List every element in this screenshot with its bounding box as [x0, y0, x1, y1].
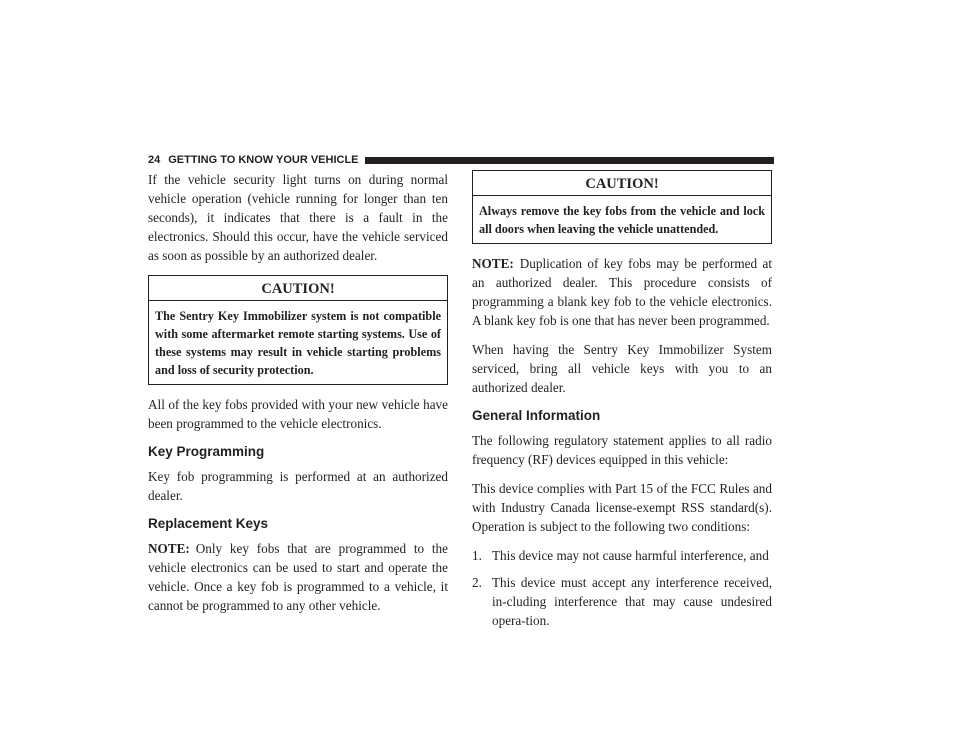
duplication-note: [472, 254, 772, 330]
note-label: NOTE:: [148, 541, 190, 556]
caution-text: The Sentry Key Immobilizer system is not compatible with some aftermarket remote starting systems. Use of these systems may result in vehicle starting problems and loss of security protection.: [155, 309, 441, 377]
security-light-paragraph: If the vehicle security light turns on during normal vehicle operation (vehicle running for longer than ten seconds), it indicates that there is a fault in the electronics. Should this occur, have the vehicle serviced as soon as possible by an authorized dealer.: [148, 172, 448, 263]
regulatory-statement-paragraph: The following regulatory statement applies to all radio frequency (RF) devices equipped in this vehicle:: [472, 433, 772, 467]
right-column: [472, 170, 772, 638]
note-label: NOTE:: [472, 256, 514, 271]
list-item-text: This device must accept any interference received, in-cluding interference that may cause undesired opera-tion.: [492, 575, 772, 628]
caution-title: CAUTION!: [149, 276, 447, 301]
note-text: Duplication of key fobs may be performed at an authorized dealer. This procedure consists of programming a blank key fob to the vehicle electronics. A blank key fob is one that has never been programmed.: [472, 256, 772, 328]
section-title: GETTING TO KNOW YOUR VEHICLE: [168, 154, 359, 166]
caution-text: Always remove the key fobs from the vehicle and lock all doors when leaving the vehicle unattended.: [479, 204, 765, 236]
list-item-text: This device may not cause harmful interference, and: [492, 548, 769, 563]
key-programming-text: Key fob programming is performed at an authorized dealer.: [148, 469, 448, 503]
fcc-compliance-paragraph: This device complies with Part 15 of the FCC Rules and with Industry Canada license-exempt RSS standard(s). Operation is subject to the following two conditions:: [472, 481, 772, 534]
caution-box-immobilizer: [148, 275, 448, 385]
list-item-number: 2.: [472, 575, 482, 590]
page-header: [148, 153, 774, 167]
service-paragraph: When having the Sentry Key Immobilizer System serviced, bring all vehicle keys with you to an authorized dealer.: [472, 342, 772, 395]
header-rule: [365, 157, 774, 164]
page-number: 24: [148, 154, 161, 166]
key-programming-heading: Key Programming: [148, 444, 265, 459]
list-item-number: 1.: [472, 548, 482, 563]
replacement-keys-note: [148, 539, 448, 615]
replacement-keys-heading: Replacement Keys: [148, 516, 269, 531]
key-fobs-paragraph: All of the key fobs provided with your new vehicle have been programmed to the vehicle electronics.: [148, 397, 448, 431]
list-item: [472, 573, 772, 630]
list-item: [472, 546, 772, 565]
note-text: Only key fobs that are programmed to the vehicle electronics can be used to start and operate the vehicle. Once a key fob is programmed to a vehicle, it cannot be programmed to any other vehicle.: [148, 541, 448, 613]
caution-box-key-fobs: [472, 170, 772, 244]
left-column: [148, 170, 448, 625]
caution-title: CAUTION!: [473, 171, 771, 196]
conditions-list: [472, 546, 772, 630]
general-information-heading: General Information: [472, 408, 601, 423]
